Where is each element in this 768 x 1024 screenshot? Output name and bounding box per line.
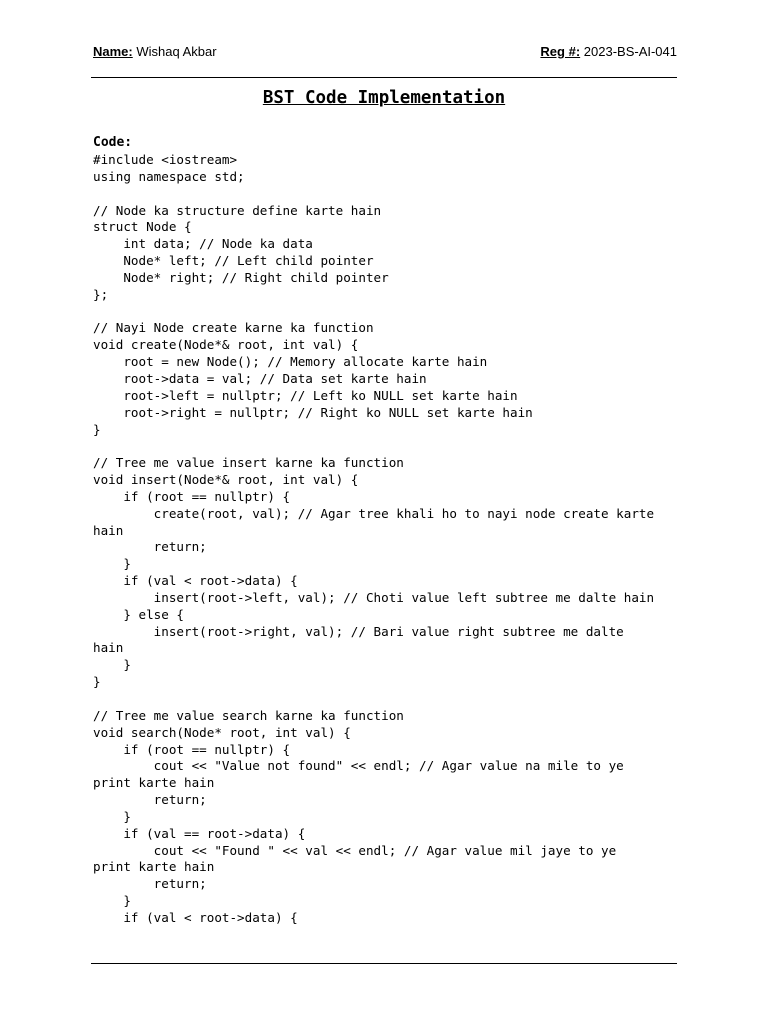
code-line: root->data = val; // Data set karte hain (93, 370, 427, 386)
code-line: struct Node { (93, 219, 192, 235)
footer-divider (91, 963, 677, 964)
header-divider (91, 77, 677, 78)
code-line: } (93, 657, 131, 673)
reg-label: Reg #: (540, 44, 581, 59)
code-line: root = new Node(); // Memory allocate karte hain (93, 354, 488, 370)
code-line: return; (93, 876, 207, 892)
code-line: create(root, val); // Agar tree khali ho to nayi node create karte (93, 505, 655, 521)
code-line: } else { (93, 606, 184, 622)
code-line: if (val < root->data) { (93, 909, 298, 925)
code-line: if (val < root->data) { (93, 573, 298, 589)
code-line: void create(Node*& root, int val) { (93, 337, 359, 353)
code-line (93, 438, 683, 455)
code-line: // Nayi Node create karne ka function (93, 320, 374, 336)
code-line: insert(root->right, val); // Bari value right subtree me dalte (93, 623, 624, 639)
code-heading: Code: (93, 135, 133, 150)
code-line: hain (93, 640, 124, 656)
code-line: if (root == nullptr) { (93, 741, 291, 757)
code-line: return; (93, 792, 207, 808)
code-line: root->right = nullptr; // Right ko NULL set karte hain (93, 404, 533, 420)
code-line: // Tree me value insert karne ka function (93, 455, 404, 471)
code-line: if (root == nullptr) { (93, 488, 291, 504)
code-line: } (93, 421, 101, 437)
code-line: hain (93, 522, 124, 538)
code-line: cout << "Value not found" << endl; // Agar value na mile to ye (93, 758, 624, 774)
code-line: } (93, 556, 131, 572)
code-line: void search(Node* root, int val) { (93, 724, 351, 740)
code-block (93, 152, 683, 927)
code-line: #include <iostream> (93, 152, 238, 167)
code-line: int data; // Node ka data (93, 236, 313, 252)
code-line: return; (93, 539, 207, 555)
code-line: }; (93, 286, 109, 302)
code-line: void insert(Node*& root, int val) { (93, 472, 359, 488)
code-line: if (val == root->data) { (93, 825, 306, 841)
code-line: print karte hain (93, 859, 215, 875)
registration-number (540, 43, 677, 61)
code-line: print karte hain (93, 775, 215, 791)
code-line: Node* right; // Right child pointer (93, 269, 389, 285)
code-line: // Node ka structure define karte hain (93, 202, 382, 218)
code-line: cout << "Found " << val << endl; // Agar value mil jaye to ye (93, 842, 617, 858)
code-line: } (93, 674, 101, 690)
code-line: using namespace std; (93, 168, 245, 184)
code-line: // Tree me value search karne ka function (93, 707, 404, 723)
code-line: Node* left; // Left child pointer (93, 253, 374, 269)
code-line: } (93, 808, 131, 824)
student-name (93, 43, 217, 61)
code-line: } (93, 893, 131, 909)
document-title-text: BST Code Implementation (262, 88, 506, 108)
name-value: Wishaq Akbar (132, 44, 217, 59)
code-line (93, 304, 683, 321)
code-line: insert(root->left, val); // Choti value left subtree me dalte hain (93, 589, 655, 605)
page-header (93, 43, 677, 61)
document-title (0, 86, 768, 110)
code-line (93, 186, 683, 203)
code-line (93, 691, 683, 708)
name-label: Name: (93, 44, 133, 59)
reg-value: 2023-BS-AI-041 (580, 44, 677, 59)
code-line: root->left = nullptr; // Left ko NULL set karte hain (93, 387, 518, 403)
